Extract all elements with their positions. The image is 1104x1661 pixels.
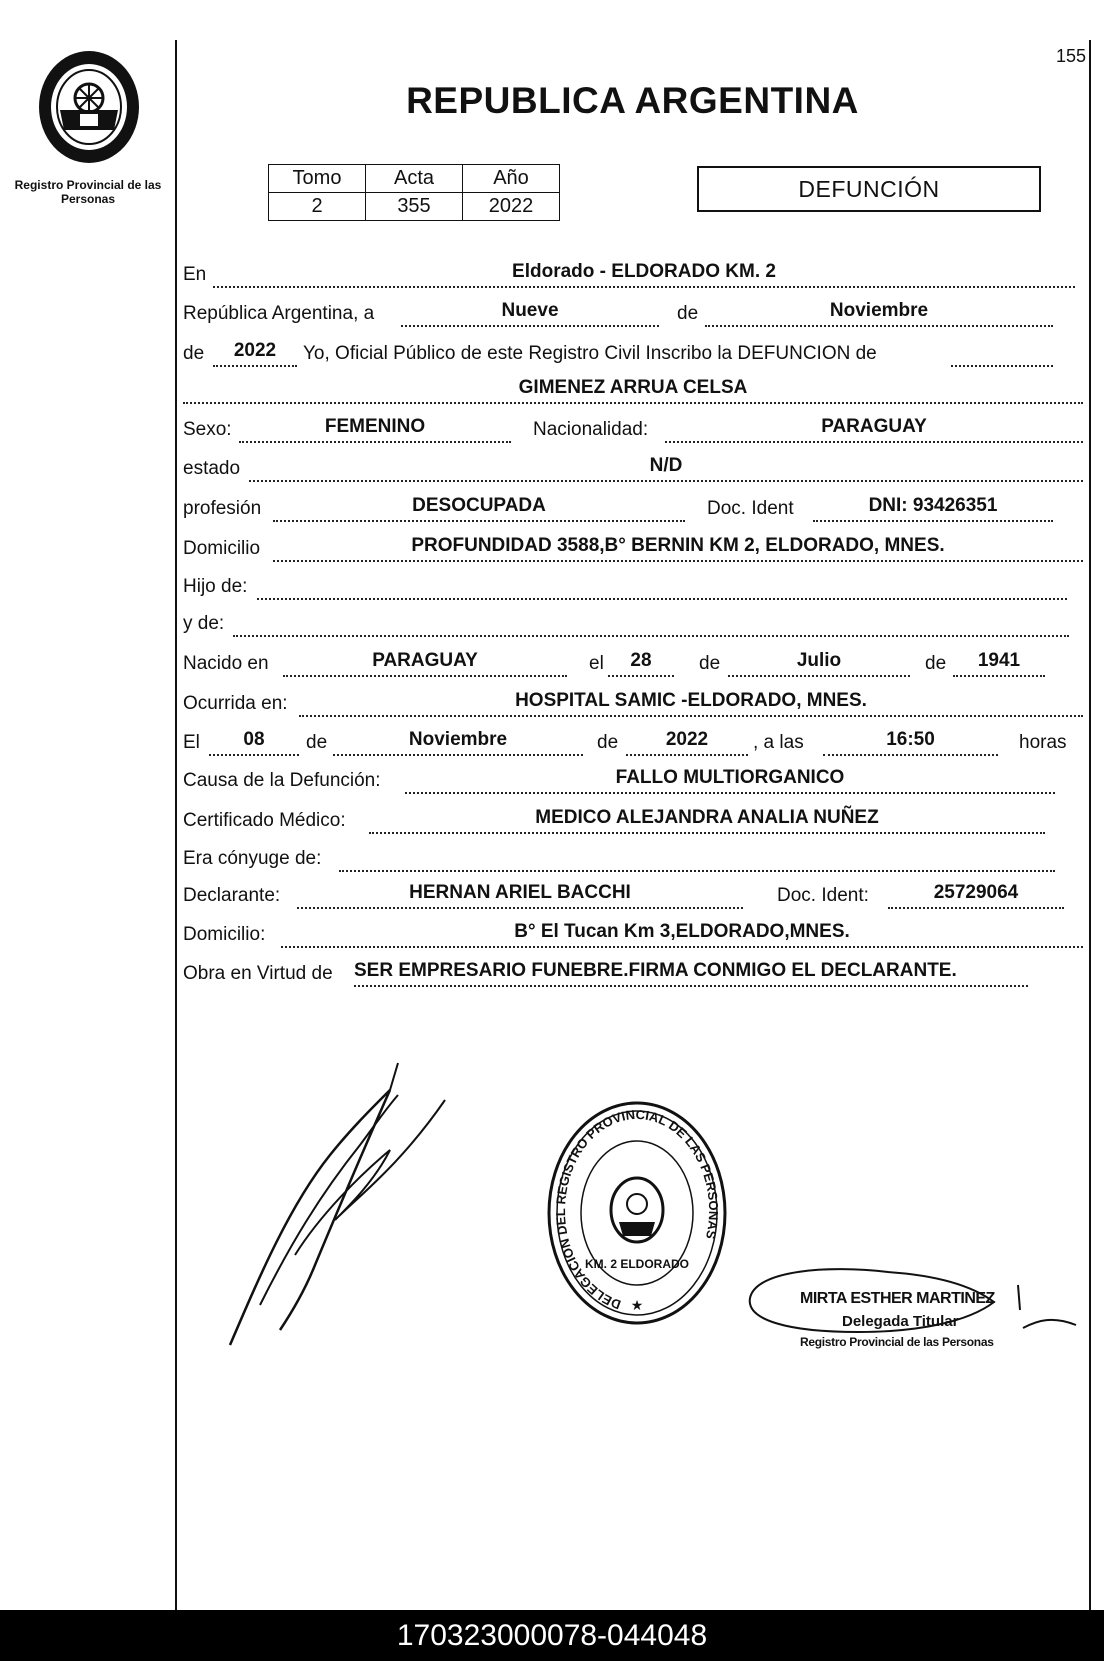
death-month-value: Noviembre [408, 729, 508, 750]
de5-label: de [306, 732, 328, 753]
nacido-value: PARAGUAY [372, 650, 478, 671]
official-role: Delegada Titular [842, 1313, 959, 1330]
hijo-field [257, 570, 1067, 600]
row-sexo [183, 413, 1083, 443]
sexo-value: FEMENINO [324, 416, 426, 437]
profesion-value: DESOCUPADA [412, 495, 546, 516]
acta-header: Acta [366, 165, 463, 193]
el-label: el [589, 653, 604, 674]
death-time-value: 16:50 [886, 729, 935, 750]
causa-value: FALLO MULTIORGANICO [615, 767, 845, 788]
row-obra [183, 957, 1083, 987]
tomo-value: 2 [269, 193, 366, 221]
record-type-box: DEFUNCIÓN [697, 166, 1041, 212]
declarant-signature [220, 1055, 450, 1355]
nacionalidad-label: Nacionalidad: [533, 419, 649, 440]
row-en [183, 258, 1083, 288]
hijo-label: Hijo de: [183, 576, 248, 597]
row-domicilio [183, 532, 1083, 562]
day-value: Nueve [501, 300, 559, 321]
row-ocurrida [183, 687, 1083, 717]
conyuge-field [339, 842, 1055, 872]
domicilio-value: PROFUNDIDAD 3588,B° BERNIN KM 2, ELDORADO, MNES. [411, 535, 945, 556]
row-declarante [183, 879, 1083, 909]
document-title: REPUBLICA ARGENTINA [406, 80, 859, 121]
estado-value: N/D [649, 455, 683, 476]
birth-day-value: 28 [630, 650, 652, 671]
docident2-label: Doc. Ident: [777, 885, 869, 906]
defuncion-trail-field [951, 337, 1053, 367]
estado-label: estado [183, 458, 241, 479]
row-hijo [183, 570, 1083, 600]
nacionalidad-value: PARAGUAY [821, 416, 927, 437]
record-table [268, 164, 560, 221]
right-margin-rule [1089, 40, 1091, 1610]
de3-label: de [699, 653, 721, 674]
svg-text:★: ★ [630, 1297, 644, 1313]
record-table-value-row [269, 193, 560, 221]
de4-label: de [925, 653, 947, 674]
row-domicilio2 [183, 918, 1083, 948]
row-certificado [183, 804, 1083, 834]
anio-header: Año [463, 165, 560, 193]
alas-label: , a las [753, 732, 804, 753]
docident2-value: 25729064 [933, 882, 1019, 903]
official-org: Registro Provincial de las Personas [800, 1335, 994, 1349]
docident-value: DNI: 93426351 [868, 495, 998, 516]
yde-field [233, 607, 1069, 637]
page-number: 155 [1055, 46, 1086, 66]
birth-year-value: 1941 [977, 650, 1021, 671]
profesion-label: profesión [183, 498, 262, 519]
official-name: MIRTA ESTHER MARTINEZ [800, 1290, 995, 1307]
causa-label: Causa de la Defunción: [183, 770, 381, 791]
domicilio-label: Domicilio [183, 538, 261, 559]
row-death-date [183, 726, 1083, 756]
row-nacido [183, 647, 1083, 677]
row-date [183, 297, 1083, 327]
document-code-bar: 170323000078-044048 [0, 1610, 1104, 1661]
domicilio2-value: B° El Tucan Km 3,ELDORADO,MNES. [514, 921, 850, 942]
row-conyuge [183, 842, 1083, 872]
yde-label: y de: [183, 613, 225, 634]
de1-label: de [677, 303, 699, 324]
yo-text: Yo, Oficial Público de este Registro Civil Inscribo la DEFUNCION de [303, 343, 877, 364]
year-value: 2022 [233, 340, 277, 361]
sexo-label: Sexo: [183, 419, 232, 440]
certificado-label: Certificado Médico: [183, 810, 346, 831]
record-table-header-row [269, 165, 560, 193]
stamp-ring-text: DELEGACION DEL REGISTRO PROVINCIAL DE LAS PERSONAS [553, 1106, 722, 1313]
certificado-value: MEDICO ALEJANDRA ANALIA NUÑEZ [535, 807, 879, 828]
republica-label: República Argentina, a [183, 303, 375, 324]
row-year [183, 337, 1083, 367]
birth-month-value: Julio [796, 650, 842, 671]
name-value: GIMENEZ ARRUA CELSA [518, 377, 748, 398]
left-margin-rule [175, 40, 177, 1610]
docident-label: Doc. Ident [707, 498, 794, 519]
death-day-value: 08 [243, 729, 265, 750]
month-value: Noviembre [829, 300, 929, 321]
row-profesion [183, 492, 1083, 522]
horas-label: horas [1019, 732, 1067, 753]
tomo-header: Tomo [269, 165, 366, 193]
acta-value: 355 [366, 193, 463, 221]
row-estado [183, 452, 1083, 482]
row-causa [183, 764, 1083, 794]
ocurrida-label: Ocurrida en: [183, 693, 288, 714]
conyuge-label: Era cónyuge de: [183, 848, 322, 869]
obra-label: Obra en Virtud de [183, 963, 333, 984]
row-yde [183, 607, 1083, 637]
nacido-label: Nacido en [183, 653, 269, 674]
death-year-value: 2022 [665, 729, 709, 750]
en-value: Eldorado - ELDORADO KM. 2 [512, 261, 776, 282]
ocurrida-value: HOSPITAL SAMIC -ELDORADO, MNES. [515, 690, 867, 711]
obra-value: SER EMPRESARIO FUNEBRE.FIRMA CONMIGO EL DECLARANTE. [354, 960, 957, 981]
domicilio2-label: Domicilio: [183, 924, 266, 945]
declarante-value: HERNAN ARIEL BACCHI [409, 882, 631, 903]
declarante-label: Declarante: [183, 885, 281, 906]
row-name [183, 374, 1083, 404]
de6-label: de [597, 732, 619, 753]
en-label: En [183, 264, 207, 285]
stamp-center-text: KM. 2 ELDORADO [584, 1257, 690, 1271]
registry-name: Registro Provincial de las Personas [14, 178, 162, 206]
anio-value: 2022 [463, 193, 560, 221]
el2-label: El [183, 732, 200, 753]
official-stamp [545, 1098, 730, 1328]
de2-label: de [183, 343, 205, 364]
